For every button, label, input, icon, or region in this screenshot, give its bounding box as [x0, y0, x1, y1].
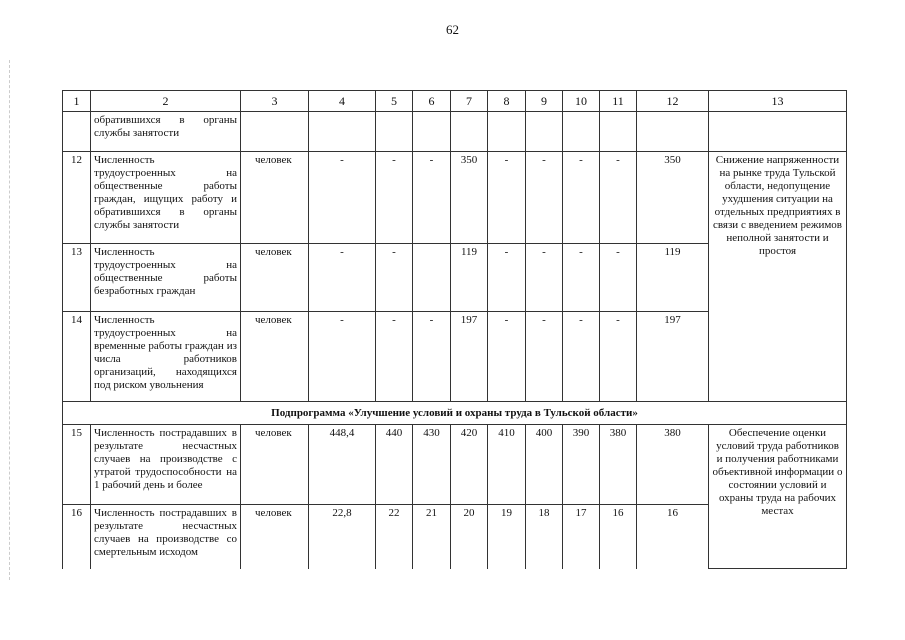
- value-cell: -: [376, 244, 413, 312]
- value-cell: -: [563, 244, 600, 312]
- value-cell: 16: [637, 505, 709, 569]
- header-cell: 4: [309, 91, 376, 112]
- header-cell: 10: [563, 91, 600, 112]
- indicator-cell: обратившихся в органы службы занятости: [91, 112, 241, 152]
- table-row: [63, 425, 847, 505]
- unit-cell: человек: [241, 425, 309, 505]
- value-cell: 21: [413, 505, 451, 569]
- header-row: [63, 91, 847, 112]
- value-cell: 16: [600, 505, 637, 569]
- header-cell: 12: [637, 91, 709, 112]
- value-cell: -: [488, 244, 526, 312]
- value-cell: -: [526, 244, 563, 312]
- value-cell: 350: [451, 152, 488, 244]
- value-cell: 420: [451, 425, 488, 505]
- value-cell: 350: [637, 152, 709, 244]
- unit-cell: человек: [241, 312, 309, 402]
- value-cell: -: [376, 152, 413, 244]
- header-cell: 1: [63, 91, 91, 112]
- row-number: 14: [63, 312, 91, 402]
- value-cell: -: [309, 152, 376, 244]
- value-cell: -: [488, 312, 526, 402]
- value-cell: 430: [413, 425, 451, 505]
- value-cell: 19: [488, 505, 526, 569]
- value-cell: -: [600, 244, 637, 312]
- binding-margin-line: [9, 60, 11, 580]
- header-cell: 8: [488, 91, 526, 112]
- value-cell: -: [563, 312, 600, 402]
- header-cell: 11: [600, 91, 637, 112]
- value-cell: -: [488, 152, 526, 244]
- subprogram-row: [63, 402, 847, 425]
- value-cell: 440: [376, 425, 413, 505]
- unit-cell: человек: [241, 244, 309, 312]
- header-cell: 13: [709, 91, 847, 112]
- value-cell: 380: [637, 425, 709, 505]
- value-cell: -: [376, 312, 413, 402]
- value-cell: 448,4: [309, 425, 376, 505]
- value-cell: 410: [488, 425, 526, 505]
- indicator-cell: Численность трудоустроенных на временные работы граждан из числа работников организаций, находящихся под риском увольнения: [91, 312, 241, 402]
- value-cell: -: [600, 152, 637, 244]
- value-cell: -: [413, 152, 451, 244]
- row-number: 12: [63, 152, 91, 244]
- value-cell: -: [526, 152, 563, 244]
- value-cell: 197: [451, 312, 488, 402]
- indicator-cell: Численность пострадавших в результате несчастных случаев на производстве со смертельным исходом: [91, 505, 241, 569]
- indicator-cell: Численность трудоустроенных на общественные работы граждан, ищущих работу и обратившихся в органы службы занятости: [91, 152, 241, 244]
- value-cell: 22,8: [309, 505, 376, 569]
- value-cell: 22: [376, 505, 413, 569]
- value-cell: -: [309, 244, 376, 312]
- header-cell: 2: [91, 91, 241, 112]
- value-cell: -: [526, 312, 563, 402]
- value-cell: -: [413, 312, 451, 402]
- indicator-cell: Численность трудоустроенных на общественные работы безработных граждан: [91, 244, 241, 312]
- value-cell: [413, 244, 451, 312]
- row-number: 13: [63, 244, 91, 312]
- unit-cell: человек: [241, 152, 309, 244]
- expected-result-cell: Снижение напряженности на рынке труда Тульской области, недопущение ухудшения ситуации на отдельных предприятиях в связи с введением режимов неполной занятости и простоя: [709, 152, 847, 402]
- page-number: 62: [446, 22, 459, 37]
- value-cell: 390: [563, 425, 600, 505]
- header-cell: 7: [451, 91, 488, 112]
- subprogram-title: Подпрограмма «Улучшение условий и охраны труда в Тульской области»: [63, 402, 847, 425]
- value-cell: -: [600, 312, 637, 402]
- indicator-cell: Численность пострадавших в результате несчастных случаев на производстве с утратой трудоспособности на 1 рабочий день и более: [91, 425, 241, 505]
- header-cell: 9: [526, 91, 563, 112]
- header-cell: 5: [376, 91, 413, 112]
- value-cell: 18: [526, 505, 563, 569]
- value-cell: 119: [637, 244, 709, 312]
- table-row: [63, 152, 847, 244]
- header-cell: 3: [241, 91, 309, 112]
- unit-cell: человек: [241, 505, 309, 569]
- row-number: 16: [63, 505, 91, 569]
- value-cell: 20: [451, 505, 488, 569]
- value-cell: 17: [563, 505, 600, 569]
- table-row: [63, 112, 847, 152]
- expected-result-cell: Обеспечение оценки условий труда работников и получения работниками объективной информации о состоянии условий и охраны труда на рабочих местах: [709, 425, 847, 569]
- value-cell: 400: [526, 425, 563, 505]
- header-cell: 6: [413, 91, 451, 112]
- value-cell: -: [309, 312, 376, 402]
- indicators-table: [62, 90, 847, 569]
- value-cell: -: [563, 152, 600, 244]
- value-cell: 197: [637, 312, 709, 402]
- value-cell: 380: [600, 425, 637, 505]
- row-number: 15: [63, 425, 91, 505]
- value-cell: 119: [451, 244, 488, 312]
